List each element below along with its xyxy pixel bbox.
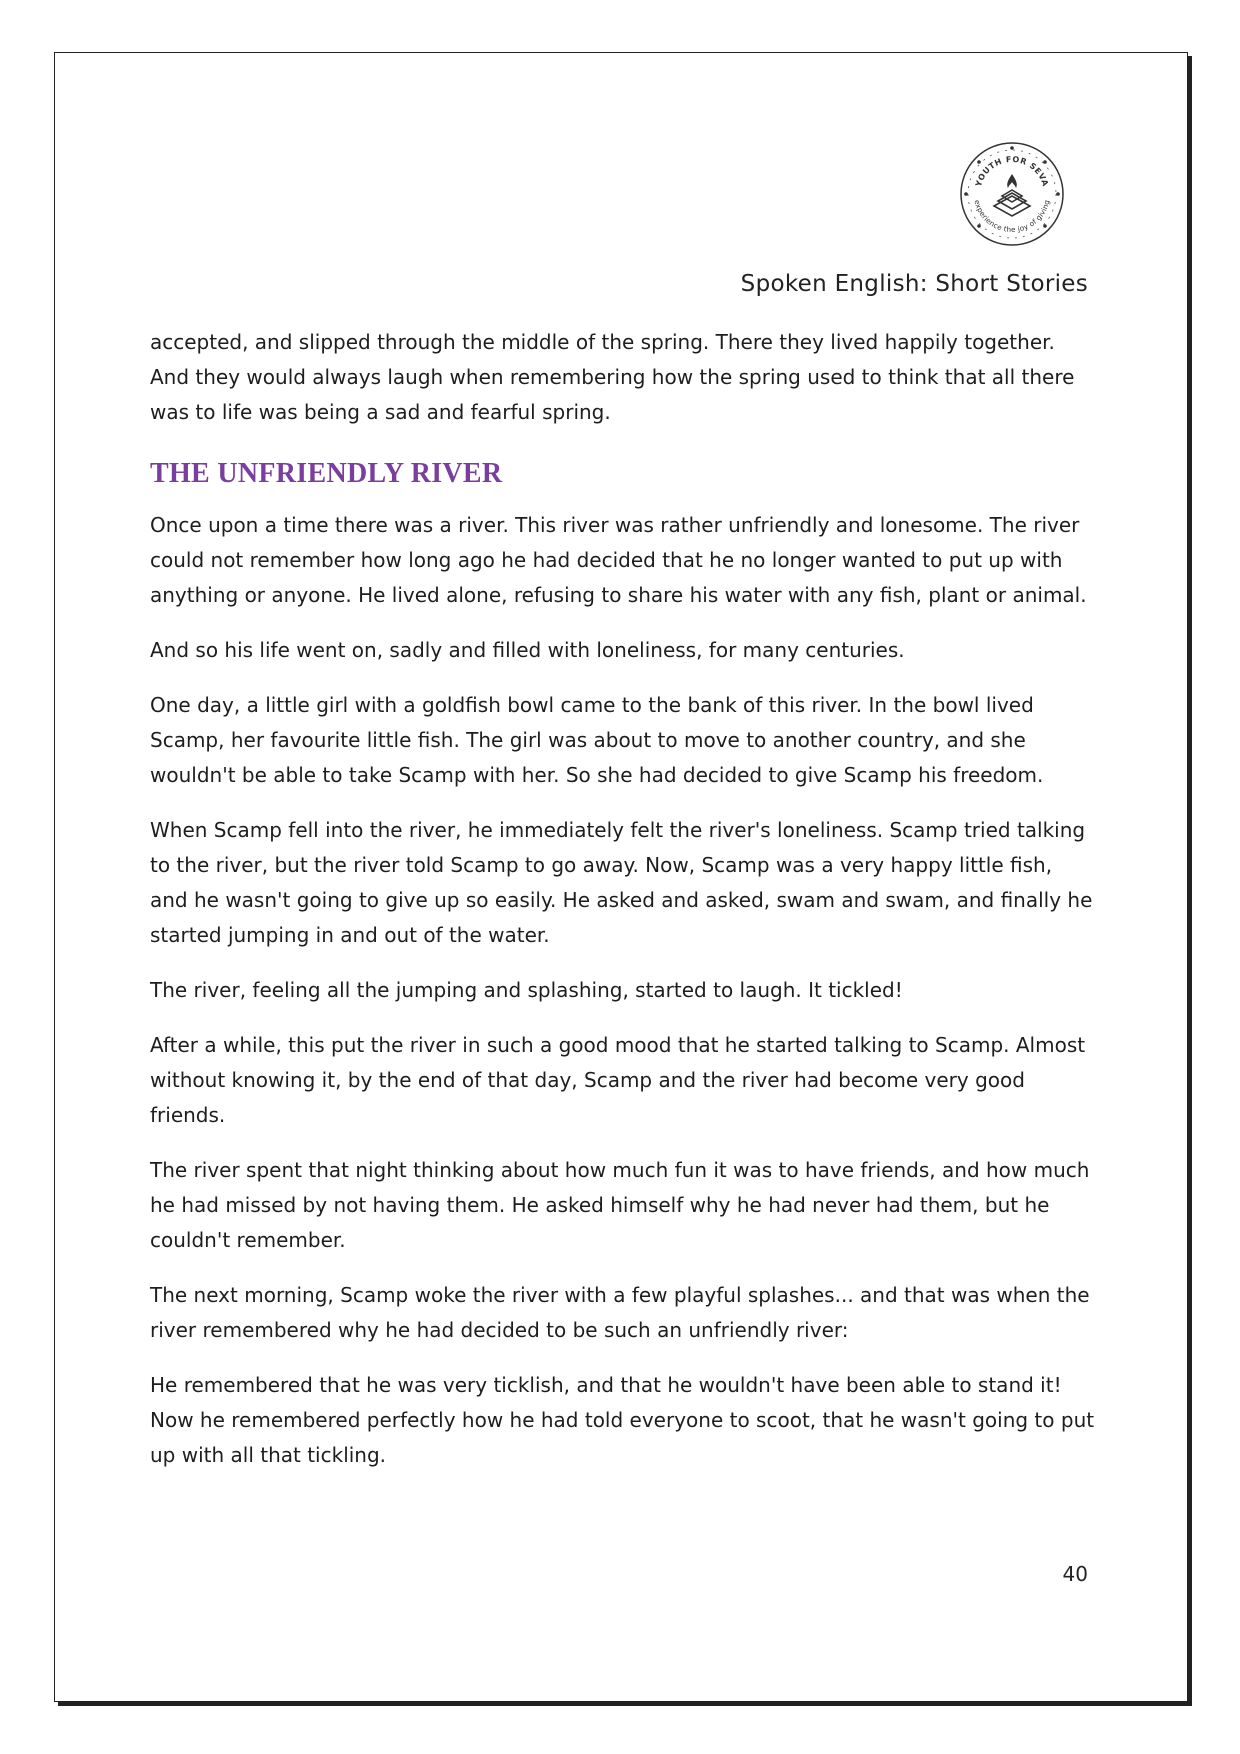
- story-paragraph: The river, feeling all the jumping and splashing, started to laugh. It tickled!: [150, 978, 903, 1002]
- flame-icon: [994, 174, 1030, 216]
- story-paragraph: After a while, this put the river in such a good mood that he started talking to Scamp. Almost without knowing it, by the end of that day, Scamp and the river had become very good friends.: [150, 1033, 1086, 1127]
- svg-text:YOUTH FOR SEVA: YOUTH FOR SEVA: [973, 154, 1051, 188]
- story-paragraph: One day, a little girl with a goldfish bowl came to the bank of this river. In the bowl lived Scamp, her favourite little fish. The girl was about to move to another country, and she wouldn't be able to take Scamp with her. So she had decided to give Scamp his freedom.: [150, 693, 1044, 787]
- story-title: THE UNFRIENDLY RIVER: [150, 458, 503, 489]
- story-paragraph: And so his life went on, sadly and filled with loneliness, for many centuries.: [150, 638, 905, 662]
- svg-text:experience the joy of giving: experience the joy of giving: [972, 198, 1052, 235]
- story-paragraph: He remembered that he was very ticklish, and that he wouldn't have been able to stand it! Now he remembered perfectly how he had told everyone to scoot, that he wasn't going to put up with all that tickling.: [150, 1373, 1095, 1467]
- page-content: [150, 325, 1095, 1493]
- story-paragraph: The next morning, Scamp woke the river with a few playful splashes... and that was when the river remembered why he had decided to be such an unfriendly river:: [150, 1283, 1090, 1342]
- story-paragraph: When Scamp fell into the river, he immediately felt the river's loneliness. Scamp tried talking to the river, but the river told Scamp to go away. Now, Scamp was a very happy little fish, and he wasn't going to give up so easily. He asked and asked, swam and swam, and finally he started jumping in and out of the water.: [150, 818, 1093, 947]
- youth-for-seva-logo: [958, 140, 1066, 248]
- story-paragraph: Once upon a time there was a river. This river was rather unfriendly and lonesome. The river could not remember how long ago he had decided that he no longer wanted to put up with anything or anyone. He lived alone, refusing to share his water with any fish, plant or animal.: [150, 513, 1087, 607]
- intro-paragraph: accepted, and slipped through the middle of the spring. There they lived happily together. And they would always laugh when remembering how the spring used to think that all there was to life was being a sad and fearful spring.: [150, 330, 1075, 424]
- page-number: 40: [1062, 1562, 1088, 1586]
- story-paragraph: The river spent that night thinking about how much fun it was to have friends, and how much he had missed by not having them. He asked himself why he had never had them, but he couldn't remember.: [150, 1158, 1090, 1252]
- running-header: Spoken English: Short Stories: [740, 271, 1088, 297]
